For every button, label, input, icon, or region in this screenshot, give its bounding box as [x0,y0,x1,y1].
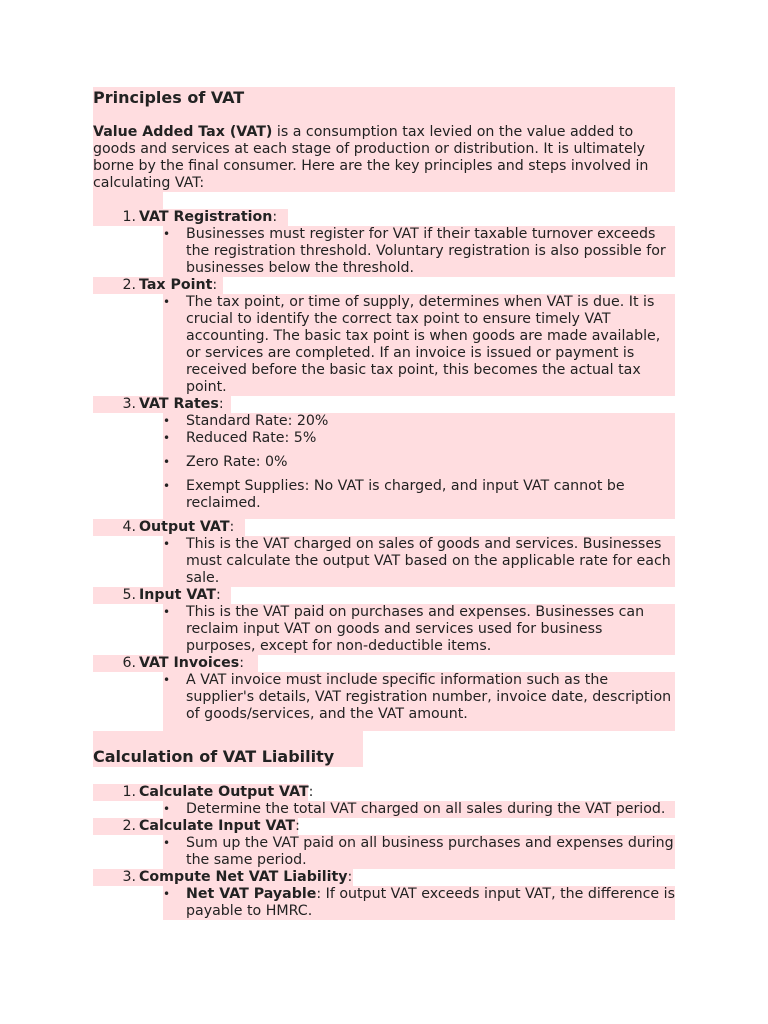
bullet-list [163,886,675,920]
colon: : [308,784,314,800]
item-title: Compute Net VAT Liability [139,869,348,885]
colon: : [229,519,235,535]
colon: : [239,655,245,671]
list-item [93,209,675,277]
colon: : [295,818,300,834]
section-title-principles: Principles of VAT [93,87,675,109]
bullet-item: • Determine the total VAT charged on all sales during the VAT period. [163,801,675,818]
item-number: 5. [122,587,136,603]
item-title: Calculate Output VAT [139,784,309,800]
list-item [93,818,675,869]
bullet-list [163,294,675,396]
colon: : [347,869,353,885]
list-item [93,396,675,519]
calculation-list [93,784,675,920]
bullet-item: • This is the VAT paid on purchases and expenses. Businesses can reclaim input VAT on goods and services used for business purposes, except for non-deductible items. [163,604,675,655]
list-item [93,869,675,920]
item-title: Output VAT [139,519,230,535]
colon: : [215,587,221,603]
principles-list [93,209,675,731]
bullet-list [163,413,675,519]
bullet-list [163,536,675,587]
item-title: Input VAT [139,587,216,603]
bullet-list [163,226,675,277]
section-title-wrap [93,731,363,767]
list-item [93,519,675,587]
list-item [93,587,675,655]
list-item [93,277,675,396]
colon: : [212,277,218,293]
intro-bold: Value Added Tax (VAT) [93,124,273,140]
bullet-item: • Standard Rate: 20% [163,413,675,430]
item-number: 1. [122,784,136,800]
bullet-list [163,801,675,818]
bullet-list [163,672,675,731]
item-number: 1. [122,209,136,225]
colon: : [272,209,278,225]
bullet-item: • Zero Rate: 0% [163,454,675,471]
bullet-item [163,886,675,920]
item-number: 4. [122,519,136,535]
bullet-item: • Businesses must register for VAT if their taxable turnover exceeds the registration threshold. Voluntary registration is also possible for businesses below the threshold. [163,226,675,277]
colon: : [218,396,224,412]
item-number: 3. [122,869,136,885]
bullet-item: • Reduced Rate: 5% [163,430,675,447]
item-title: Calculate Input VAT [139,818,296,834]
bullet-item: • Sum up the VAT paid on all business purchases and expenses during the same period. [163,835,675,869]
item-title: VAT Invoices [139,655,240,671]
item-title: Tax Point [139,277,213,293]
bullet-text: : If output VAT exceeds input VAT, the difference is payable to HMRC. [186,886,675,919]
list-item [93,655,675,731]
bullet-item: • A VAT invoice must include specific information such as the supplier's details, VAT registration number, invoice date, description of goods/services, and the VAT amount. [163,672,675,731]
bullet-item: • Exempt Supplies: No VAT is charged, and input VAT cannot be reclaimed. [163,478,675,519]
bullet-item: • The tax point, or time of supply, determines when VAT is due. It is crucial to identify the correct tax point to ensure timely VAT accounting. The basic tax point is when goods are made available, or services are completed. If an invoice is issued or payment is received before the basic tax point, this becomes the actual tax point. [163,294,675,396]
intro-text: is a consumption tax levied on the value added to goods and services at each stage of production or distribution. It is ultimately borne by the final consumer. Here are the key principles and steps involved in calculating VAT: [93,124,649,191]
document-page [93,87,675,920]
item-number: 3. [122,396,136,412]
item-number: 2. [122,277,136,293]
bullet-bold: Net VAT Payable [186,886,317,902]
item-number: 2. [122,818,136,834]
intro-paragraph [93,124,675,192]
item-title: VAT Rates [139,396,219,412]
item-number: 6. [122,655,136,671]
bullet-list [163,604,675,655]
bullet-list [163,835,675,869]
list-item [93,784,675,818]
item-title: VAT Registration [139,209,273,225]
bullet-item: • This is the VAT charged on sales of goods and services. Businesses must calculate the output VAT based on the applicable rate for each sale. [163,536,675,587]
section-title-calculation: Calculation of VAT Liability [93,747,335,766]
